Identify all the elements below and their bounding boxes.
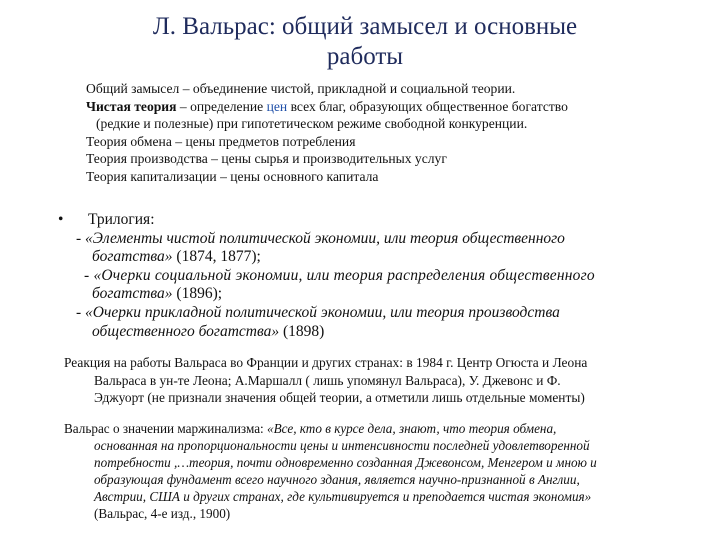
- marginalism-line-3: потребности ,…теория, почти одновременно созданная Джевонсом, Менгером и мною и: [94, 455, 597, 470]
- work-3-title-b: общественного богатства»: [92, 322, 280, 340]
- marginalism-line-2: основанная на пропорциональности цены и интенсивности последней удовлетворенной: [94, 438, 590, 453]
- intro-line-6: Теория капитализации – цены основного капитала: [86, 168, 379, 184]
- intro-line-2-text-a: – определение: [176, 98, 267, 114]
- work-2-title-b: богатства»: [92, 285, 173, 303]
- marginalism-quote-start: «Все, кто в курсе дела, знают, что теория обмена,: [267, 421, 557, 436]
- trilogy-heading: [58, 211, 698, 230]
- work-1-line-1: [58, 230, 698, 249]
- work-2-dash: -: [84, 266, 94, 284]
- reaction-block: [64, 354, 714, 407]
- work-2-years: (1896);: [172, 285, 223, 303]
- work-3-years: (1898): [279, 322, 325, 340]
- reaction-line-1: Реакция на работы Вальраса во Франции и других странах: в 1984 г. Центр Огюста и Леона: [64, 355, 588, 370]
- intro-line-5: Теория производства – цены сырья и производительных услуг: [86, 151, 447, 167]
- work-2-line-1: [58, 267, 698, 286]
- trilogy-head-text: Трилогия:: [88, 211, 155, 228]
- intro-line-1: Общий замысел – объединение чистой, прикладной и социальной теории.: [86, 81, 516, 96]
- work-1-dash: -: [76, 229, 86, 247]
- bullet-icon: •: [58, 211, 64, 228]
- marginalism-line-1: [64, 420, 714, 437]
- marginalism-block: [64, 420, 714, 522]
- work-1-years: (1874, 1877);: [172, 248, 261, 266]
- prices-term: цен: [266, 98, 288, 114]
- work-1-title-b: богатства»: [92, 248, 173, 266]
- reaction-line-2: Вальраса в ун-те Леона; А.Маршалл ( лишь упомянул Вальраса), У. Джевонс и Ф.: [94, 372, 561, 388]
- title-line-2: работы: [326, 43, 404, 70]
- work-1-line-2: [58, 248, 698, 267]
- intro-line-3: (редкие и полезные) при гипотетическом режиме свободной конкуренции.: [96, 116, 528, 132]
- intro-block: [86, 80, 706, 186]
- work-2-line-2: [58, 285, 698, 304]
- intro-line-2: [86, 98, 706, 116]
- title-line-1: Л. Вальрас: общий замысел и основные: [152, 13, 578, 40]
- trilogy-block: [58, 211, 698, 341]
- work-1-title-a: «Элементы чистой политической экономии, или теория общественного: [85, 229, 565, 247]
- work-2-title-a: «Очерки социальной экономии, или теория распределения общественного: [93, 266, 595, 284]
- reaction-line-3: Эджуорт (не признали значения общей теории, а отметили лишь отдельные моменты): [94, 390, 585, 405]
- marginalism-line-4: образующая фундамент всего научного здания, является научно-признанной в Англии,: [94, 472, 580, 487]
- intro-line-4: Теория обмена – цены предметов потребления: [86, 133, 356, 149]
- work-3-line-1: [58, 304, 698, 323]
- work-3-line-2: [58, 323, 698, 342]
- pure-theory-term: Чистая теория: [86, 98, 177, 114]
- work-3-title-a: «Очерки прикладной политической экономии, или теория производства: [85, 303, 560, 321]
- marginalism-intro-text: Вальрас о значении маржинализма:: [64, 421, 268, 436]
- marginalism-line-5: Австрии, США и других странах, где культивируется и преподается чистая экономия»: [94, 489, 592, 504]
- work-3-dash: -: [76, 303, 86, 321]
- page-title: [60, 12, 670, 72]
- marginalism-line-6: (Вальрас, 4-е изд., 1900): [94, 506, 231, 521]
- intro-line-2-text-b: всех благ, образующих общественное богатство: [287, 98, 568, 114]
